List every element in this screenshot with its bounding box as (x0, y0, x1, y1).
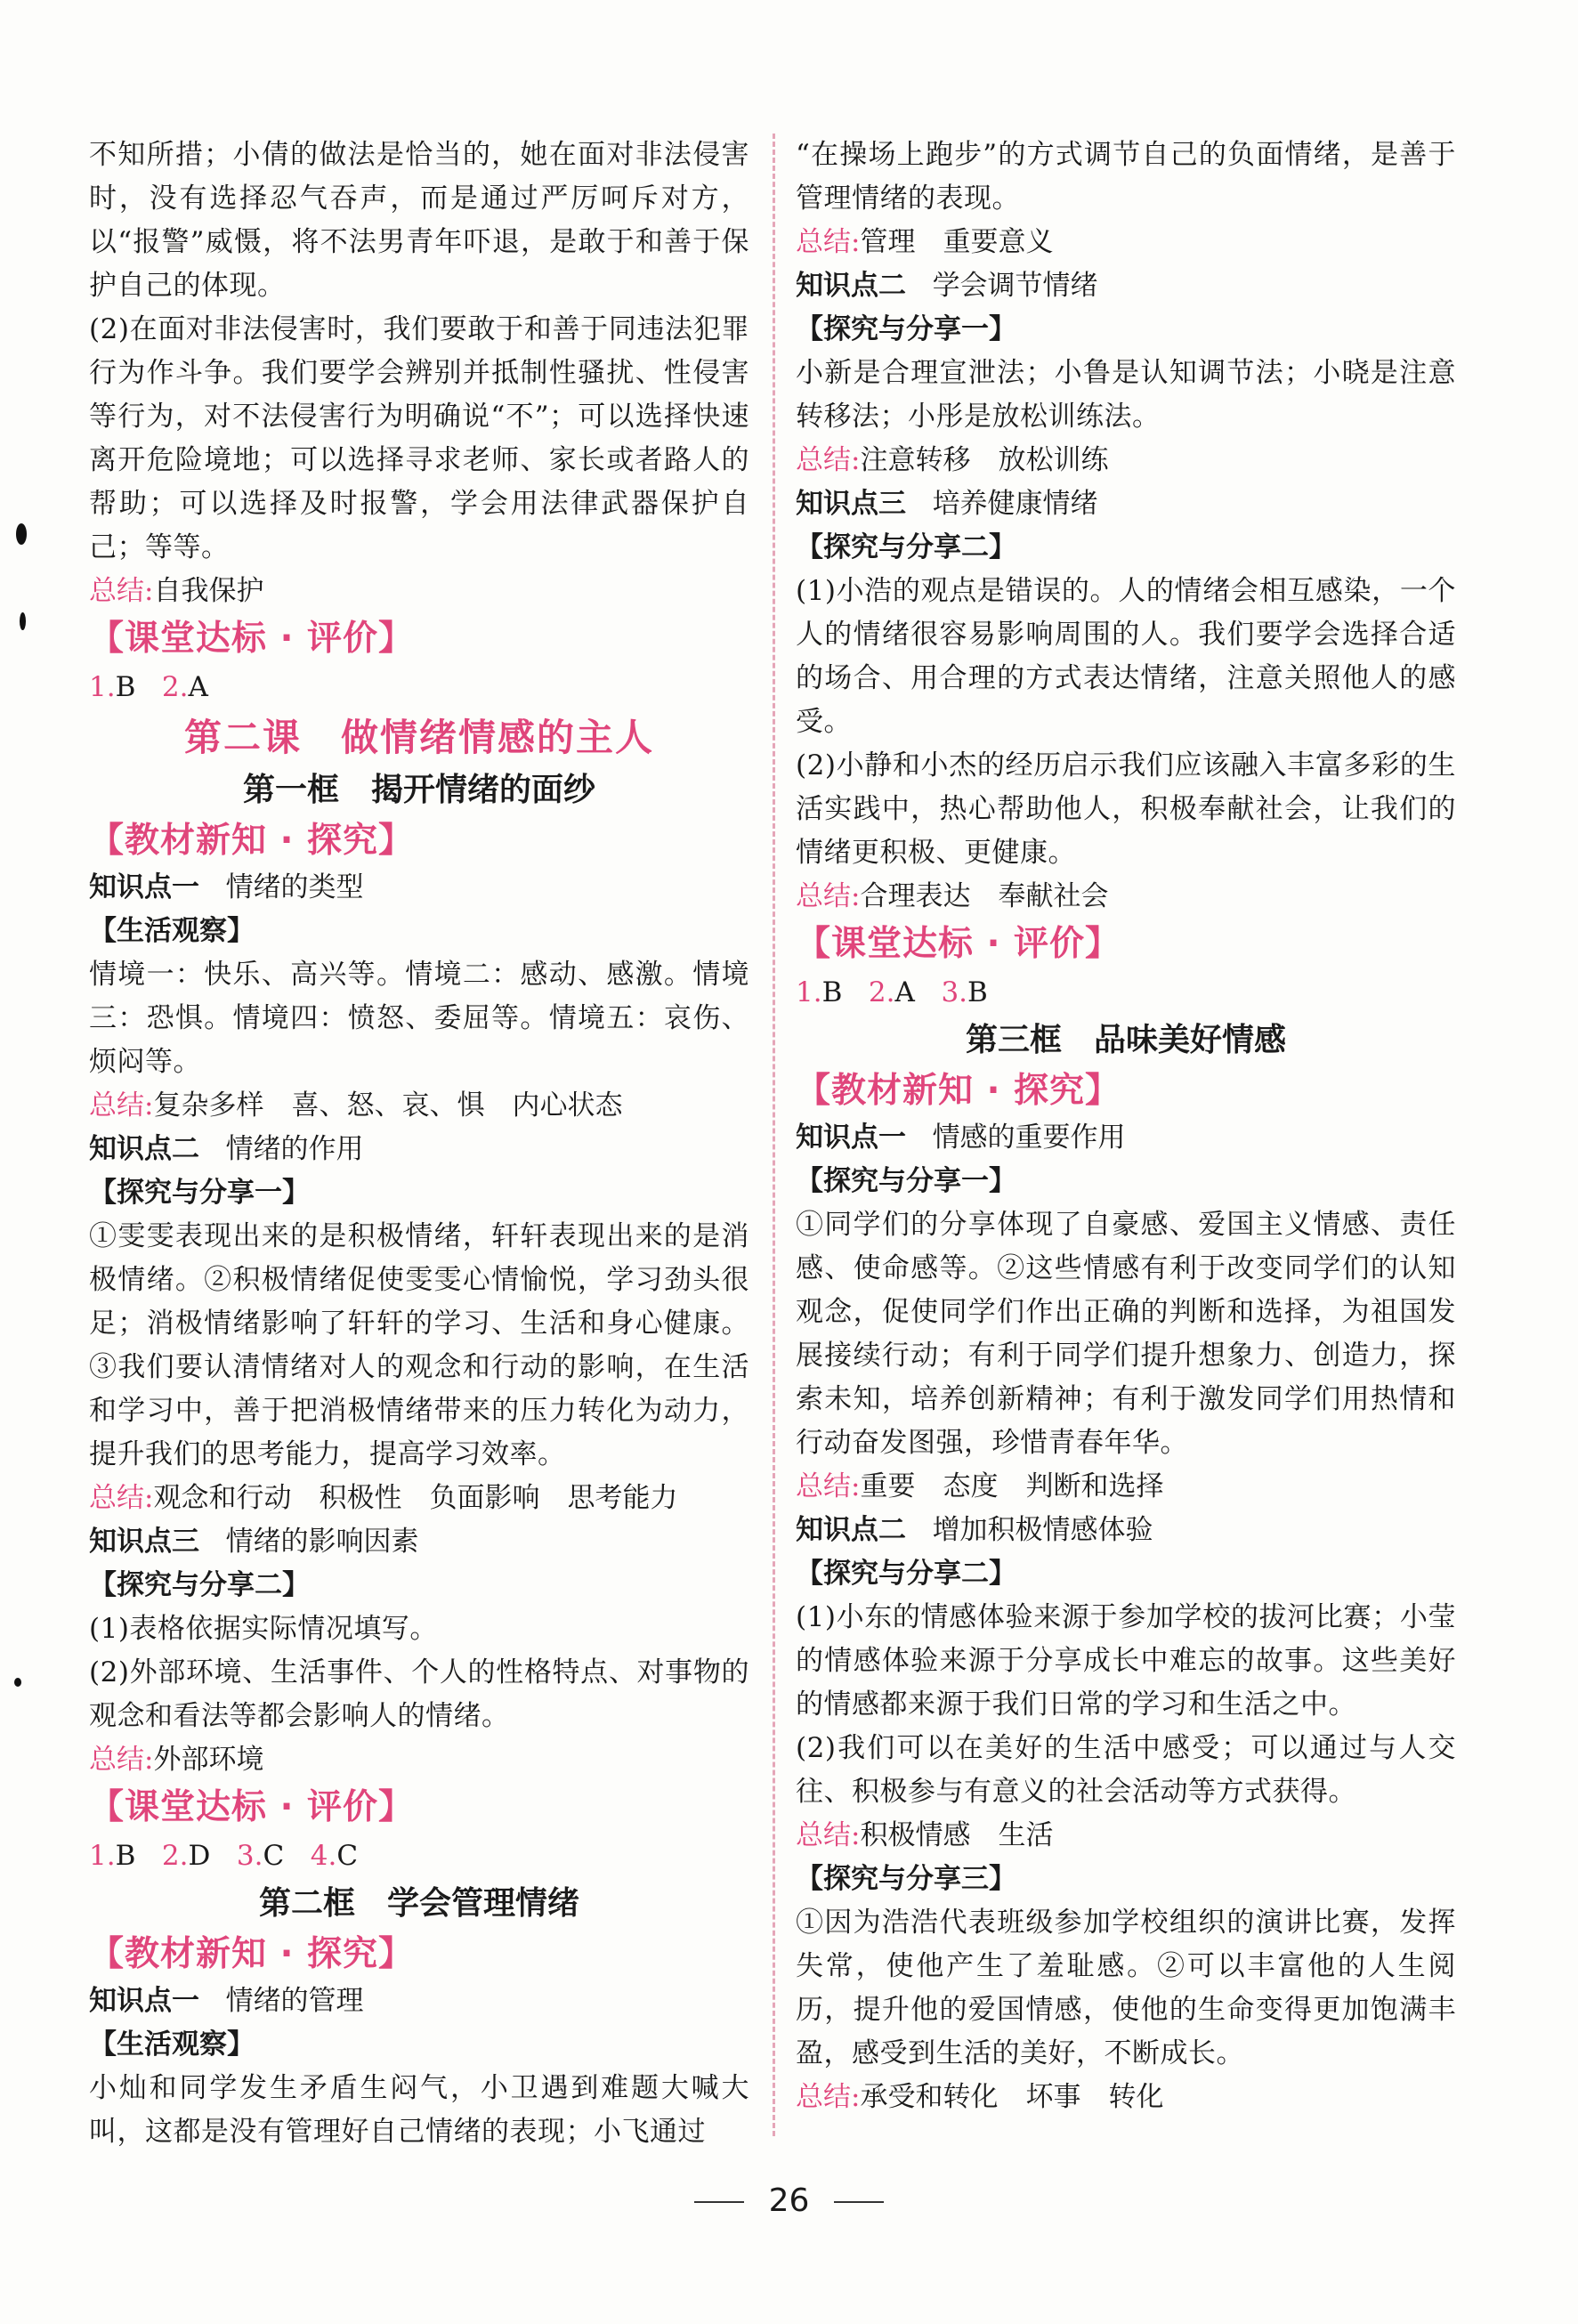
answer-paragraph: “在操场上跑步”的方式调节自己的负面情绪，是善于管理情绪的表现。 (796, 139, 1456, 215)
knowledge-point: 知识点三 培养健康情绪 (796, 488, 1098, 520)
lesson-title: 第二课 做情绪情感的主人 (183, 716, 654, 759)
summary-line: 总结:积极情感 生活 (796, 1819, 1054, 1851)
summary-line: 总结:管理 重要意义 (796, 226, 1054, 258)
knowledge-point: 知识点二 增加积极情感体验 (796, 1514, 1153, 1546)
box-heading: 【探究与分享一】 (89, 1177, 310, 1209)
section-heading: 【教材新知 · 探究】 (89, 821, 414, 861)
box-heading: 【探究与分享一】 (796, 313, 1016, 345)
knowledge-point: 知识点一 情绪的类型 (89, 871, 364, 903)
section-heading: 【课堂达标 · 评价】 (89, 619, 414, 659)
box-heading: 【生活观察】 (89, 915, 255, 947)
knowledge-point: 知识点二 情绪的作用 (89, 1133, 364, 1165)
section-heading: 【课堂达标 · 评价】 (796, 924, 1121, 964)
scan-speck (16, 523, 27, 545)
answer-paragraph: 情境一：快乐、高兴等。情境二：感动、感激。情境三：恐惧。情境四：愤怒、委屈等。情境五：哀伤、烦闷等。 (89, 959, 749, 1078)
summary-text: 自我保护 (153, 575, 264, 607)
frame-title: 第三框 品味美好情感 (965, 1022, 1286, 1058)
box-heading: 【探究与分享三】 (796, 1863, 1016, 1895)
page-number: 26 (0, 2182, 1578, 2219)
summary-line: 总结:承受和转化 坏事 转化 (796, 2081, 1164, 2113)
summary-line (89, 570, 749, 613)
box-heading: 【探究与分享二】 (796, 531, 1016, 563)
box-heading: 【生活观察】 (89, 2028, 255, 2061)
box-heading: 【探究与分享二】 (89, 1569, 310, 1601)
section-heading: 【教材新知 · 探究】 (89, 1934, 414, 1974)
knowledge-point: 知识点一 情绪的管理 (89, 1985, 364, 2017)
summary-line: 总结:复杂多样 喜、怒、哀、惧 内心状态 (89, 1089, 623, 1122)
answer-paragraph: 小灿和同学发生矛盾生闷气，小卫遇到难题大喊大叫，这都是没有管理好自己情绪的表现；小飞通过 (89, 2072, 749, 2148)
summary-line: 总结:重要 态度 判断和选择 (796, 1470, 1164, 1502)
summary-line: 总结:观念和行动 积极性 负面影响 思考能力 (89, 1482, 678, 1514)
answer-paragraph: (2)外部环境、生活事件、个人的性格特点、对事物的观念和看法等都会影响人的情绪。 (89, 1656, 749, 1732)
answer-key: 1.B 2.A 3.B (796, 976, 988, 1008)
knowledge-point: 知识点二 学会调节情绪 (796, 270, 1098, 302)
summary-line: 总结:合理表达 奉献社会 (796, 880, 1109, 912)
box-heading: 【探究与分享二】 (796, 1558, 1016, 1590)
answer-paragraph: (1)表格依据实际情况填写。 (89, 1613, 438, 1645)
answer-paragraph: (2)在面对非法侵害时，我们要敢于和善于同违法犯罪行为作斗争。我们要学会辨别并抵制性骚扰、性侵害等行为，对不法侵害行为明确说“不”；可以选择快速离开危险境地；可以选择寻求老师、家长或者路人的帮助；可以选择及时报警，学会用法律武器保护自己；等等。 (89, 313, 749, 563)
section-heading: 【教材新知 · 探究】 (796, 1071, 1121, 1111)
summary-line: 总结:注意转移 放松训练 (796, 444, 1109, 476)
answer-paragraph: (2)小静和小杰的经历启示我们应该融入丰富多彩的生活实践中，热心帮助他人，积极奉献社会，让我们的情绪更积极、更健康。 (796, 749, 1456, 869)
summary-line: 总结:外部环境 (89, 1744, 264, 1776)
frame-title: 第一框 揭开情绪的面纱 (242, 772, 595, 808)
frame-title: 第二框 学会管理情绪 (258, 1885, 579, 1922)
answer-paragraph: (1)小浩的观点是错误的。人的情绪会相互感染，一个人的情绪很容易影响周围的人。我们要学会选择合适的场合、用合理的方式表达情绪，注意关照他人的感受。 (796, 575, 1456, 738)
scan-speck (20, 612, 26, 630)
scan-speck (14, 1678, 21, 1687)
answer-paragraph: ①雯雯表现出来的是积极情绪，轩轩表现出来的是消极情绪。②积极情绪促使雯雯心情愉悦，学习劲头很足；消极情绪影响了轩轩的学习、生活和身心健康。③我们要认清情绪对人的观念和行动的影响，在生活和学习中，善于把消极情绪带来的压力转化为动力，提升我们的思考能力，提高学习效率。 (89, 1220, 749, 1470)
right-column (796, 134, 1456, 2119)
answer-paragraph: ①因为浩浩代表班级参加学校组织的演讲比赛，发挥失常，使他产生了羞耻感。②可以丰富他的人生阅历，提升他的爱国情感，使他的生命变得更加饱满丰盈，感受到生活的美好，不断成长。 (796, 1907, 1456, 2069)
summary-label: 总结: (89, 575, 154, 607)
column-divider (773, 134, 775, 2136)
answer-paragraph: ①同学们的分享体现了自豪感、爱国主义情感、责任感、使命感等。②这些情感有利于改变同学们的认知观念，促使同学们作出正确的判断和选择，为祖国发展接续行动；有利于同学们提升想象力、创造力，探索未知，培养创新精神；有利于激发同学们用热情和行动奋发图强，珍惜青春年华。 (796, 1209, 1456, 1459)
section-heading: 【课堂达标 · 评价】 (89, 1787, 414, 1827)
answer-paragraph: (1)小东的情感体验来源于参加学校的拔河比赛；小莹的情感体验来源于分享成长中难忘的故事。这些美好的情感都来源于我们日常的学习和生活之中。 (796, 1601, 1456, 1721)
knowledge-point: 知识点一 情感的重要作用 (796, 1122, 1126, 1154)
answer-paragraph: 不知所措；小倩的做法是恰当的，她在面对非法侵害时，没有选择忍气吞声，而是通过严厉呵斥对方，以“报警”威慑，将不法男青年吓退，是敢于和善于保护自己的体现。 (89, 139, 749, 302)
answer-paragraph: 小新是合理宣泄法；小鲁是认知调节法；小晓是注意转移法；小彤是放松训练法。 (796, 357, 1456, 433)
answer-paragraph: (2)我们可以在美好的生活中感受；可以通过与人交往、积极参与有意义的社会活动等方式获得。 (796, 1732, 1456, 1808)
answer-key: 1.B 2.D 3.C 4.C (89, 1840, 359, 1872)
left-column (89, 134, 749, 2154)
box-heading: 【探究与分享一】 (796, 1165, 1016, 1197)
answer-key: 1.B 2.A (89, 671, 208, 703)
knowledge-point: 知识点三 情绪的影响因素 (89, 1526, 419, 1558)
